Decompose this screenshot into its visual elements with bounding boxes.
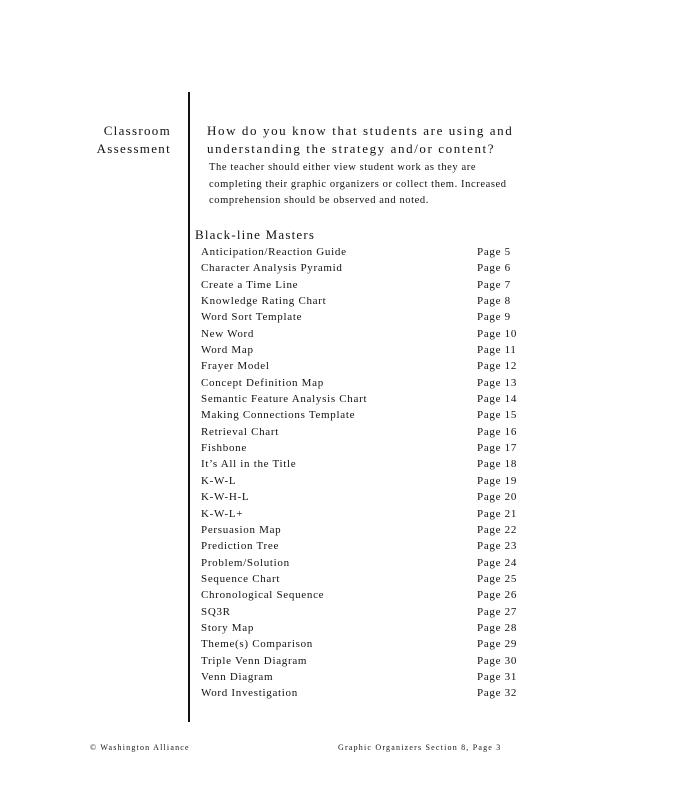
list-item [201,669,541,685]
section-label-line-2: Assessment [96,141,171,156]
list-item-title: Retrieval Chart [201,425,280,438]
list-item [201,358,541,374]
list-item-title: Create a Time Line [201,278,299,291]
list-item [201,260,541,276]
list-item-title: New Word [201,327,255,340]
list-item-title: Problem/Solution [201,556,290,569]
list-item-title: Anticipation/Reaction Guide [201,246,347,258]
list-item-title: Word Investigation [201,687,298,700]
list-item-title: Chronological Sequence [201,589,325,602]
list-item [201,293,541,309]
list-item-title: Story Map [201,621,255,634]
list-item-page: Page 30 [477,654,518,667]
list-item-title: Making Connections Template [201,409,356,422]
list-item-page: Page 26 [477,589,518,602]
list-item-page: Page 20 [477,491,518,504]
list-item-page: Page 11 [477,344,517,357]
list-item [201,538,541,554]
list-item-page: Page 15 [477,409,518,422]
list-item-page: Page 24 [477,556,518,569]
list-item [201,309,541,325]
assessment-answer-line-3: comprehension should be observed and noted. [209,195,430,206]
list-item-title: Word Map [201,344,254,357]
list-item-title: K-W-L+ [201,507,244,520]
list-item [201,277,541,293]
list-item-title: Word Sort Template [201,311,303,324]
assessment-question [207,122,627,158]
list-item-page: Page 16 [477,425,518,438]
list-item-page: Page 6 [477,262,511,275]
vertical-divider [188,92,190,722]
list-item [201,424,541,440]
list-item [201,620,541,636]
list-item-page: Page 9 [477,311,511,324]
list-item-title: Venn Diagram [201,670,274,683]
list-item-title: K-W-H-L [201,491,250,504]
footer-page-reference: Graphic Organizers Section 8, Page 3 [338,743,502,752]
list-item-page: Page 7 [477,278,511,291]
list-item-page: Page 14 [477,393,518,406]
list-item-page: Page 31 [477,670,518,683]
list-item-title: It’s All in the Title [201,458,297,471]
list-item-title: SQ3R [201,605,231,618]
list-item-page: Page 10 [477,327,518,340]
list-item-page: Page 8 [477,295,511,308]
list-item-page: Page 13 [477,376,518,389]
list-item [201,440,541,456]
list-item-page: Page 18 [477,458,518,471]
list-item [201,489,541,505]
list-item-title: Theme(s) Comparison [201,638,313,651]
list-item [201,636,541,652]
list-item-title: Fishbone [201,442,247,455]
list-item-title: Sequence Chart [201,572,281,585]
list-item-page: Page 5 [477,246,511,258]
assessment-question-line-1: How do you know that students are using and [207,123,514,138]
assessment-answer-line-2: completing their graphic organizers or collect them. Increased [209,178,507,190]
list-item [201,571,541,587]
list-item [201,391,541,407]
list-item [201,244,541,260]
list-item-title: Concept Definition Map [201,376,324,389]
list-item-page: Page 19 [477,474,518,487]
list-item-page: Page 29 [477,638,518,651]
list-item [201,604,541,620]
list-item-page: Page 22 [477,523,518,536]
list-item [201,342,541,358]
assessment-answer [209,160,629,210]
list-item [201,456,541,472]
list-item [201,375,541,391]
list-item-title: Triple Venn Diagram [201,654,308,667]
list-item-title: K-W-L [201,474,237,487]
list-item [201,555,541,571]
masters-heading: Black-line Masters [195,227,316,242]
list-item [201,653,541,669]
list-item-page: Page 25 [477,572,518,585]
list-item-title: Knowledge Rating Chart [201,295,327,308]
list-item-title: Semantic Feature Analysis Chart [201,393,368,406]
list-item-page: Page 17 [477,442,518,455]
list-item [201,407,541,423]
list-item-page: Page 21 [477,507,518,520]
list-item [201,522,541,538]
masters-list [201,244,541,702]
list-item-page: Page 12 [477,360,518,373]
list-item-page: Page 23 [477,540,518,553]
list-item-page: Page 27 [477,605,518,618]
list-item-title: Frayer Model [201,360,270,373]
list-item-page: Page 32 [477,687,518,700]
list-item [201,587,541,603]
list-item-title: Persuasion Map [201,523,282,536]
assessment-answer-line-1: The teacher should either view student work as they are [209,162,477,173]
list-item [201,685,541,701]
section-label [70,122,171,158]
list-item [201,506,541,522]
assessment-question-line-2: understanding the strategy and/or content? [207,141,496,156]
list-item-page: Page 28 [477,621,518,634]
list-item [201,326,541,342]
list-item-title: Prediction Tree [201,540,280,553]
list-item [201,473,541,489]
footer-copyright: © Washington Alliance [90,743,190,752]
list-item-title: Character Analysis Pyramid [201,262,343,275]
section-label-line-1: Classroom [103,123,171,138]
